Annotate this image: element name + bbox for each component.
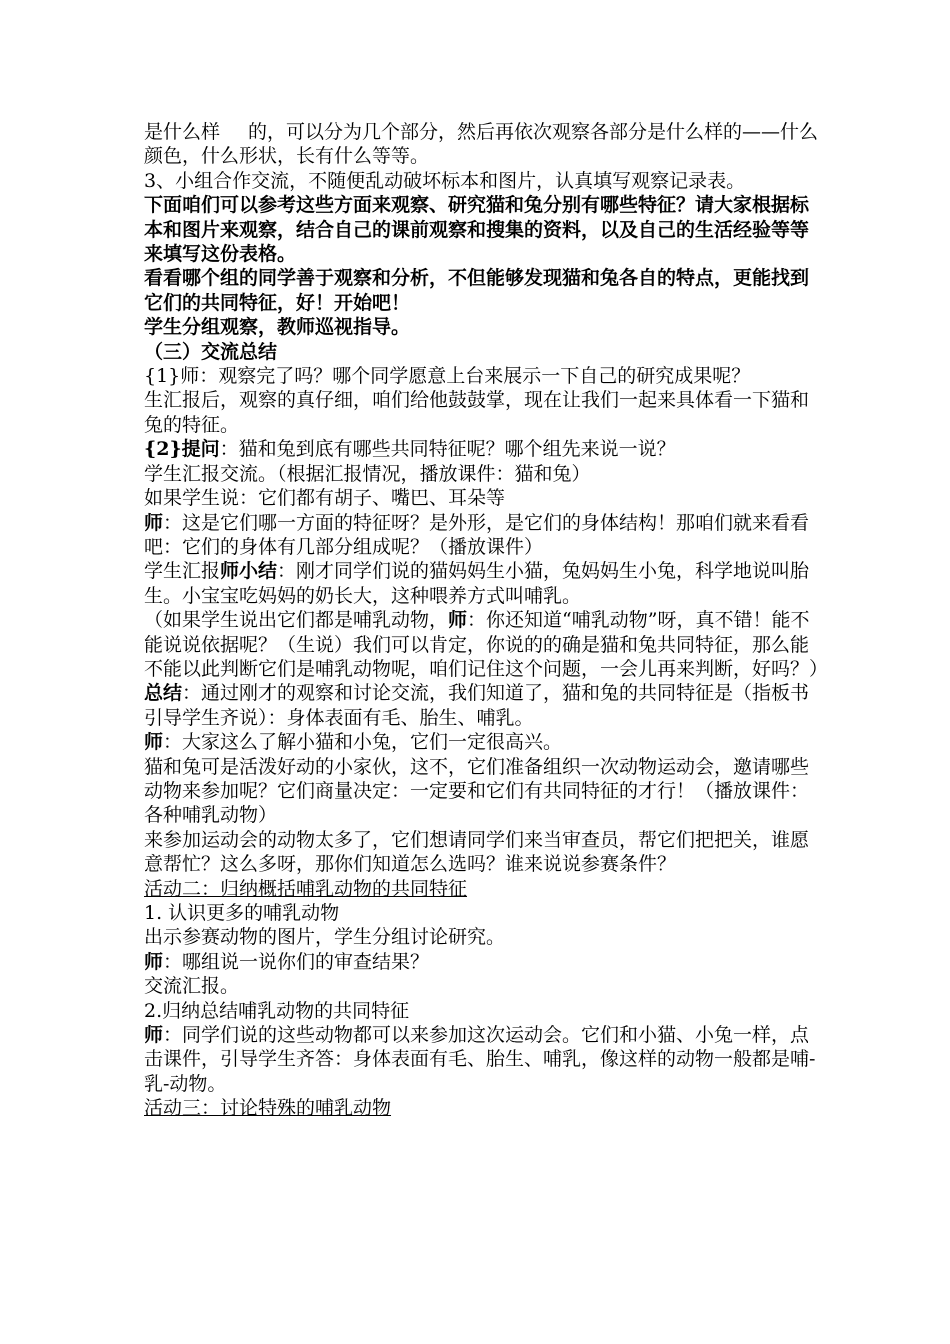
paragraph-teacher-results [144, 950, 824, 974]
text-run: 的，可以分为几个部分，然后再依次观察各部分是什么样的——什么颜色，什么形状，长有什么等等。 [144, 121, 819, 168]
label-bold: 师小结 [220, 560, 278, 583]
text-run: 是什么样 [144, 121, 221, 143]
paragraph-student-report: 生汇报后，观察的真仔细，咱们给他鼓鼓掌，现在让我们一起来具体看一下猫和兔的特征。 [144, 389, 810, 436]
label-bold: {2}提问 [144, 438, 220, 461]
label-bold: 师 [144, 950, 164, 973]
paragraph-teacher-happy [144, 730, 824, 754]
paragraph-teacher-structure [144, 511, 824, 560]
text-run: ：通过刚才的观察和讨论交流，我们知道了，猫和兔的共同特征是（指板书引导学生齐说）：身体表面有毛、胎生、哺乳。 [144, 682, 810, 729]
paragraph-step-1: 1. 认识更多的哺乳动物 [144, 902, 340, 924]
text-run: ：哪组说一说你们的审查结果？ [163, 950, 430, 973]
paragraph-report-exchange: 学生汇报交流。（根据汇报情况，播放课件：猫和兔） [144, 462, 591, 485]
text-run: ：刚才同学们说的猫妈妈生小猫，兔妈妈生小兔，科学地说叫胎生。小宝宝吃妈妈的奶长大，这种喂养方式叫哺乳。 [144, 560, 810, 607]
paragraph-observe-parts [144, 120, 824, 169]
paragraph-exchange: 交流汇报。 [144, 975, 240, 998]
text-run: ：你还知道“哺乳动物”呀，真不错！能不能说说依据呢？（生说）我们可以肯定，你说的的确是猫和兔共同特征，那么能不能以此判断它们是哺乳动物呢，咱们记住这个问题，一会儿再来判断，好吗？） [144, 609, 829, 680]
document-page [144, 120, 829, 1121]
paragraph-find-features: 看看哪个组的同学善于观察和分析，不但能够发现猫和兔各自的特点，更能找到它们的共同特征，好！开始吧！ [144, 267, 810, 314]
text-run: ：猫和兔到底有哪些共同特征呢？哪个组先来说一说？ [219, 438, 676, 461]
label-bold: 师 [144, 511, 164, 534]
paragraph-conclusion [144, 681, 824, 730]
text-run: ：大家这么了解小猫和小兔，它们一定很高兴。 [163, 731, 563, 754]
paragraph-observe-instructions: 下面咱们可以参考这些方面来观察、研究猫和兔分别有哪些特征？请大家根据标本和图片来观察，结合自己的课前观察和搜集的资料，以及自己的生活经验等等来填写这份表格。 [144, 194, 810, 266]
text-run: ：这是它们哪一方面的特征呀？是外形，是它们的身体结构！那咱们就来看看吧：它们的身体有几部分组成呢？（播放课件） [144, 511, 810, 558]
paragraph-mammal-note [144, 608, 829, 681]
text-run: （如果学生说出它们都是哺乳动物， [144, 609, 449, 632]
text-run: 学生汇报 [144, 560, 221, 583]
paragraph-step-2: 2.归纳总结哺乳动物的共同特征 [144, 999, 410, 1022]
label-bold: 师 [144, 731, 164, 754]
paragraph-teacher-question-1: {1}师：观察完了吗？哪个同学愿意上台来展示一下自己的研究成果呢？ [144, 365, 751, 388]
label-bold: 师 [144, 1024, 164, 1047]
paragraph-if-student-says: 如果学生说：它们都有胡子、嘴巴、耳朵等 [144, 487, 506, 510]
paragraph-teacher-mammals [144, 1023, 824, 1096]
activity-heading-3: 活动三：讨论特殊的哺乳动物 [144, 1097, 392, 1120]
paragraph-reviewers: 来参加运动会的动物太多了，它们想请同学们来当审查员，帮它们把把关，谁愿意帮忙？这么多呀，那你们知道怎么选吗？谁来说说参赛条件？ [144, 828, 810, 876]
text-run: ：同学们说的这些动物都可以来参加这次运动会。它们和小猫、小兔一样，点击课件，引导学生齐答：身体表面有毛、胎生、哺乳，像这样的动物一般都是哺-乳-动物。 [144, 1024, 816, 1095]
label-bold: 师 [448, 609, 468, 632]
section-heading-summary: （三）交流总结 [144, 340, 278, 363]
label-bold: 总结 [144, 682, 183, 705]
paragraph-teacher-summary [144, 559, 824, 608]
paragraph-group-observe: 学生分组观察，教师巡视指导。 [144, 316, 411, 339]
paragraph-show-pictures: 出示参赛动物的图片，学生分组讨论研究。 [144, 926, 506, 949]
paragraph-question-2 [144, 437, 824, 461]
paragraph-group-cooperation: 3、小组合作交流，不随便乱动破坏标本和图片，认真填写观察记录表。 [144, 169, 746, 192]
activity-heading-2: 活动二：归纳概括哺乳动物的共同特征 [144, 877, 468, 900]
paragraph-sports-meeting: 猫和兔可是活泼好动的小家伙，这不，它们准备组织一次动物运动会，邀请哪些动物来参加呢？它们商量决定：一定要和它们有共同特征的才行！（播放课件：各种哺乳动物） [144, 755, 810, 827]
